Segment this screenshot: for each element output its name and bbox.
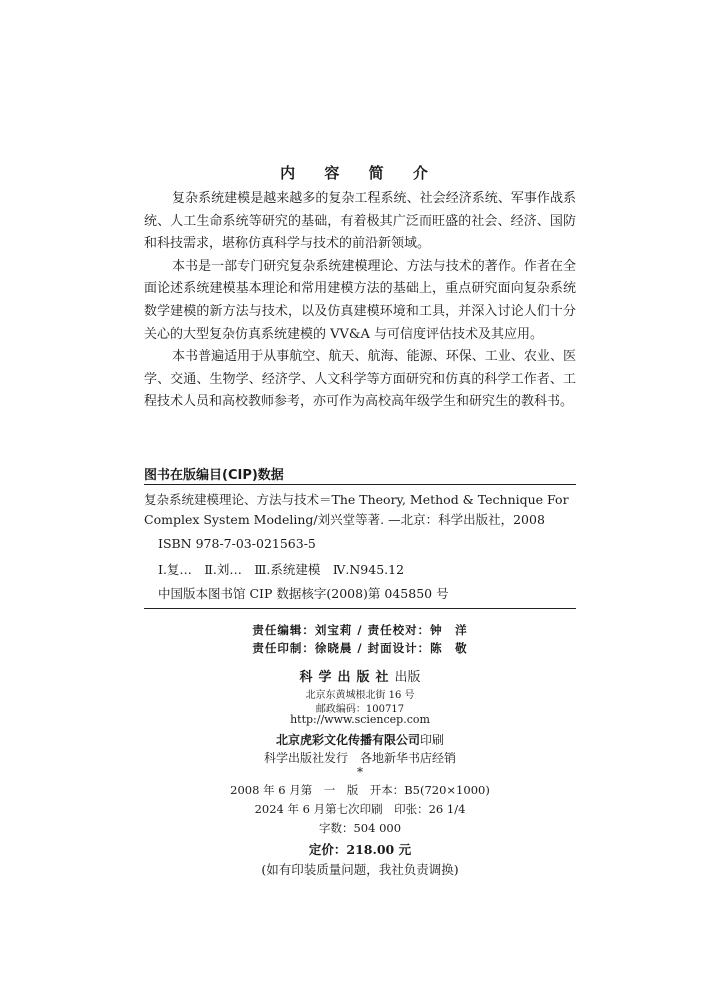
publisher-url: http://www.sciencep.com [290, 713, 430, 726]
abstract-paragraph: 复杂系统建模是越来越多的复杂工程系统、社会经济系统、军事作战系统、人工生命系统等研究的基础，有着极其广泛而旺盛的社会、经济、国防和科技需求，堪称仿真科学与技术的前沿新领域。 [144, 191, 576, 252]
publisher-line [0, 666, 720, 685]
distribution-line: 科学出版社发行 各地新华书店经销 [263, 751, 456, 765]
abstract-paragraph: 本书是一部专门研究复杂系统建模理论、方法与技术的著作。作者在全面论述系统建模基本理论和常用建模方法的基础上，重点研究面向复杂系统数学建模的新方法与技术，以及仿真建模环境和工具，并深入讨论人们十分关心的大型复杂仿真系统建模的 VV&A 与可信度评估技术及其应用。 [144, 258, 576, 342]
printing-line: 2024 年 6 月第七次印刷 印张：26 1/4 [254, 802, 466, 816]
separator-star: * [357, 765, 363, 779]
cip-title-block [144, 490, 576, 530]
cip-title-line: Complex System Modeling/刘兴堂等著. —北京：科学出版社，2008 [144, 512, 545, 527]
price: 定价：218.00 元 [308, 842, 412, 857]
publisher-suffix: 出版 [394, 670, 421, 685]
cip-heading: 图书在版编目(CIP)数据 [144, 468, 284, 483]
publisher-postcode: 邮政编码：100717 [315, 704, 405, 715]
edition-line: 2008 年 6 月第 一 版 开本：B5(720×1000) [230, 783, 490, 797]
printer-name: 北京虎彩文化传播有限公司 [275, 733, 420, 747]
editors-line: 责任编辑：刘宝莉 / 责任校对：钟 洋 [252, 623, 468, 637]
cip-title-line: 复杂系统建模理论、方法与技术＝The Theory, Method & Technique For [144, 492, 569, 507]
cip-isbn: ISBN 978-7-03-021563-5 [158, 536, 316, 551]
abstract-title: 内 容 简 介 [280, 164, 440, 182]
cip-number: 中国版本图书馆 CIP 数据核字(2008)第 045850 号 [158, 586, 449, 601]
editors-line: 责任印制：徐晓晨 / 封面设计：陈 敬 [252, 641, 468, 655]
publisher-name: 科学出版社 [299, 670, 395, 685]
publisher-address: 北京东黄城根北街 16 号 [305, 690, 415, 701]
printer-line [0, 731, 720, 748]
printer-suffix: 印刷 [420, 733, 445, 747]
quality-notice: (如有印装质量问题，我社负责调换) [261, 862, 459, 877]
abstract-body [144, 188, 576, 414]
word-count: 字数：504 000 [318, 821, 402, 835]
cip-bottom-rule [144, 608, 576, 609]
abstract-paragraph: 本书普遍适用于从事航空、航天、航海、能源、环保、工业、农业、医学、交通、生物学、经济学、人文科学等方面研究和仿真的科学工作者、工程技术人员和高校教师参考，亦可作为高校高年级学生和研究生的教科书。 [144, 349, 576, 410]
cip-top-rule [144, 484, 576, 485]
cip-subjects: Ⅰ.复… Ⅱ.刘… Ⅲ.系统建模 Ⅳ.N945.12 [158, 562, 405, 577]
